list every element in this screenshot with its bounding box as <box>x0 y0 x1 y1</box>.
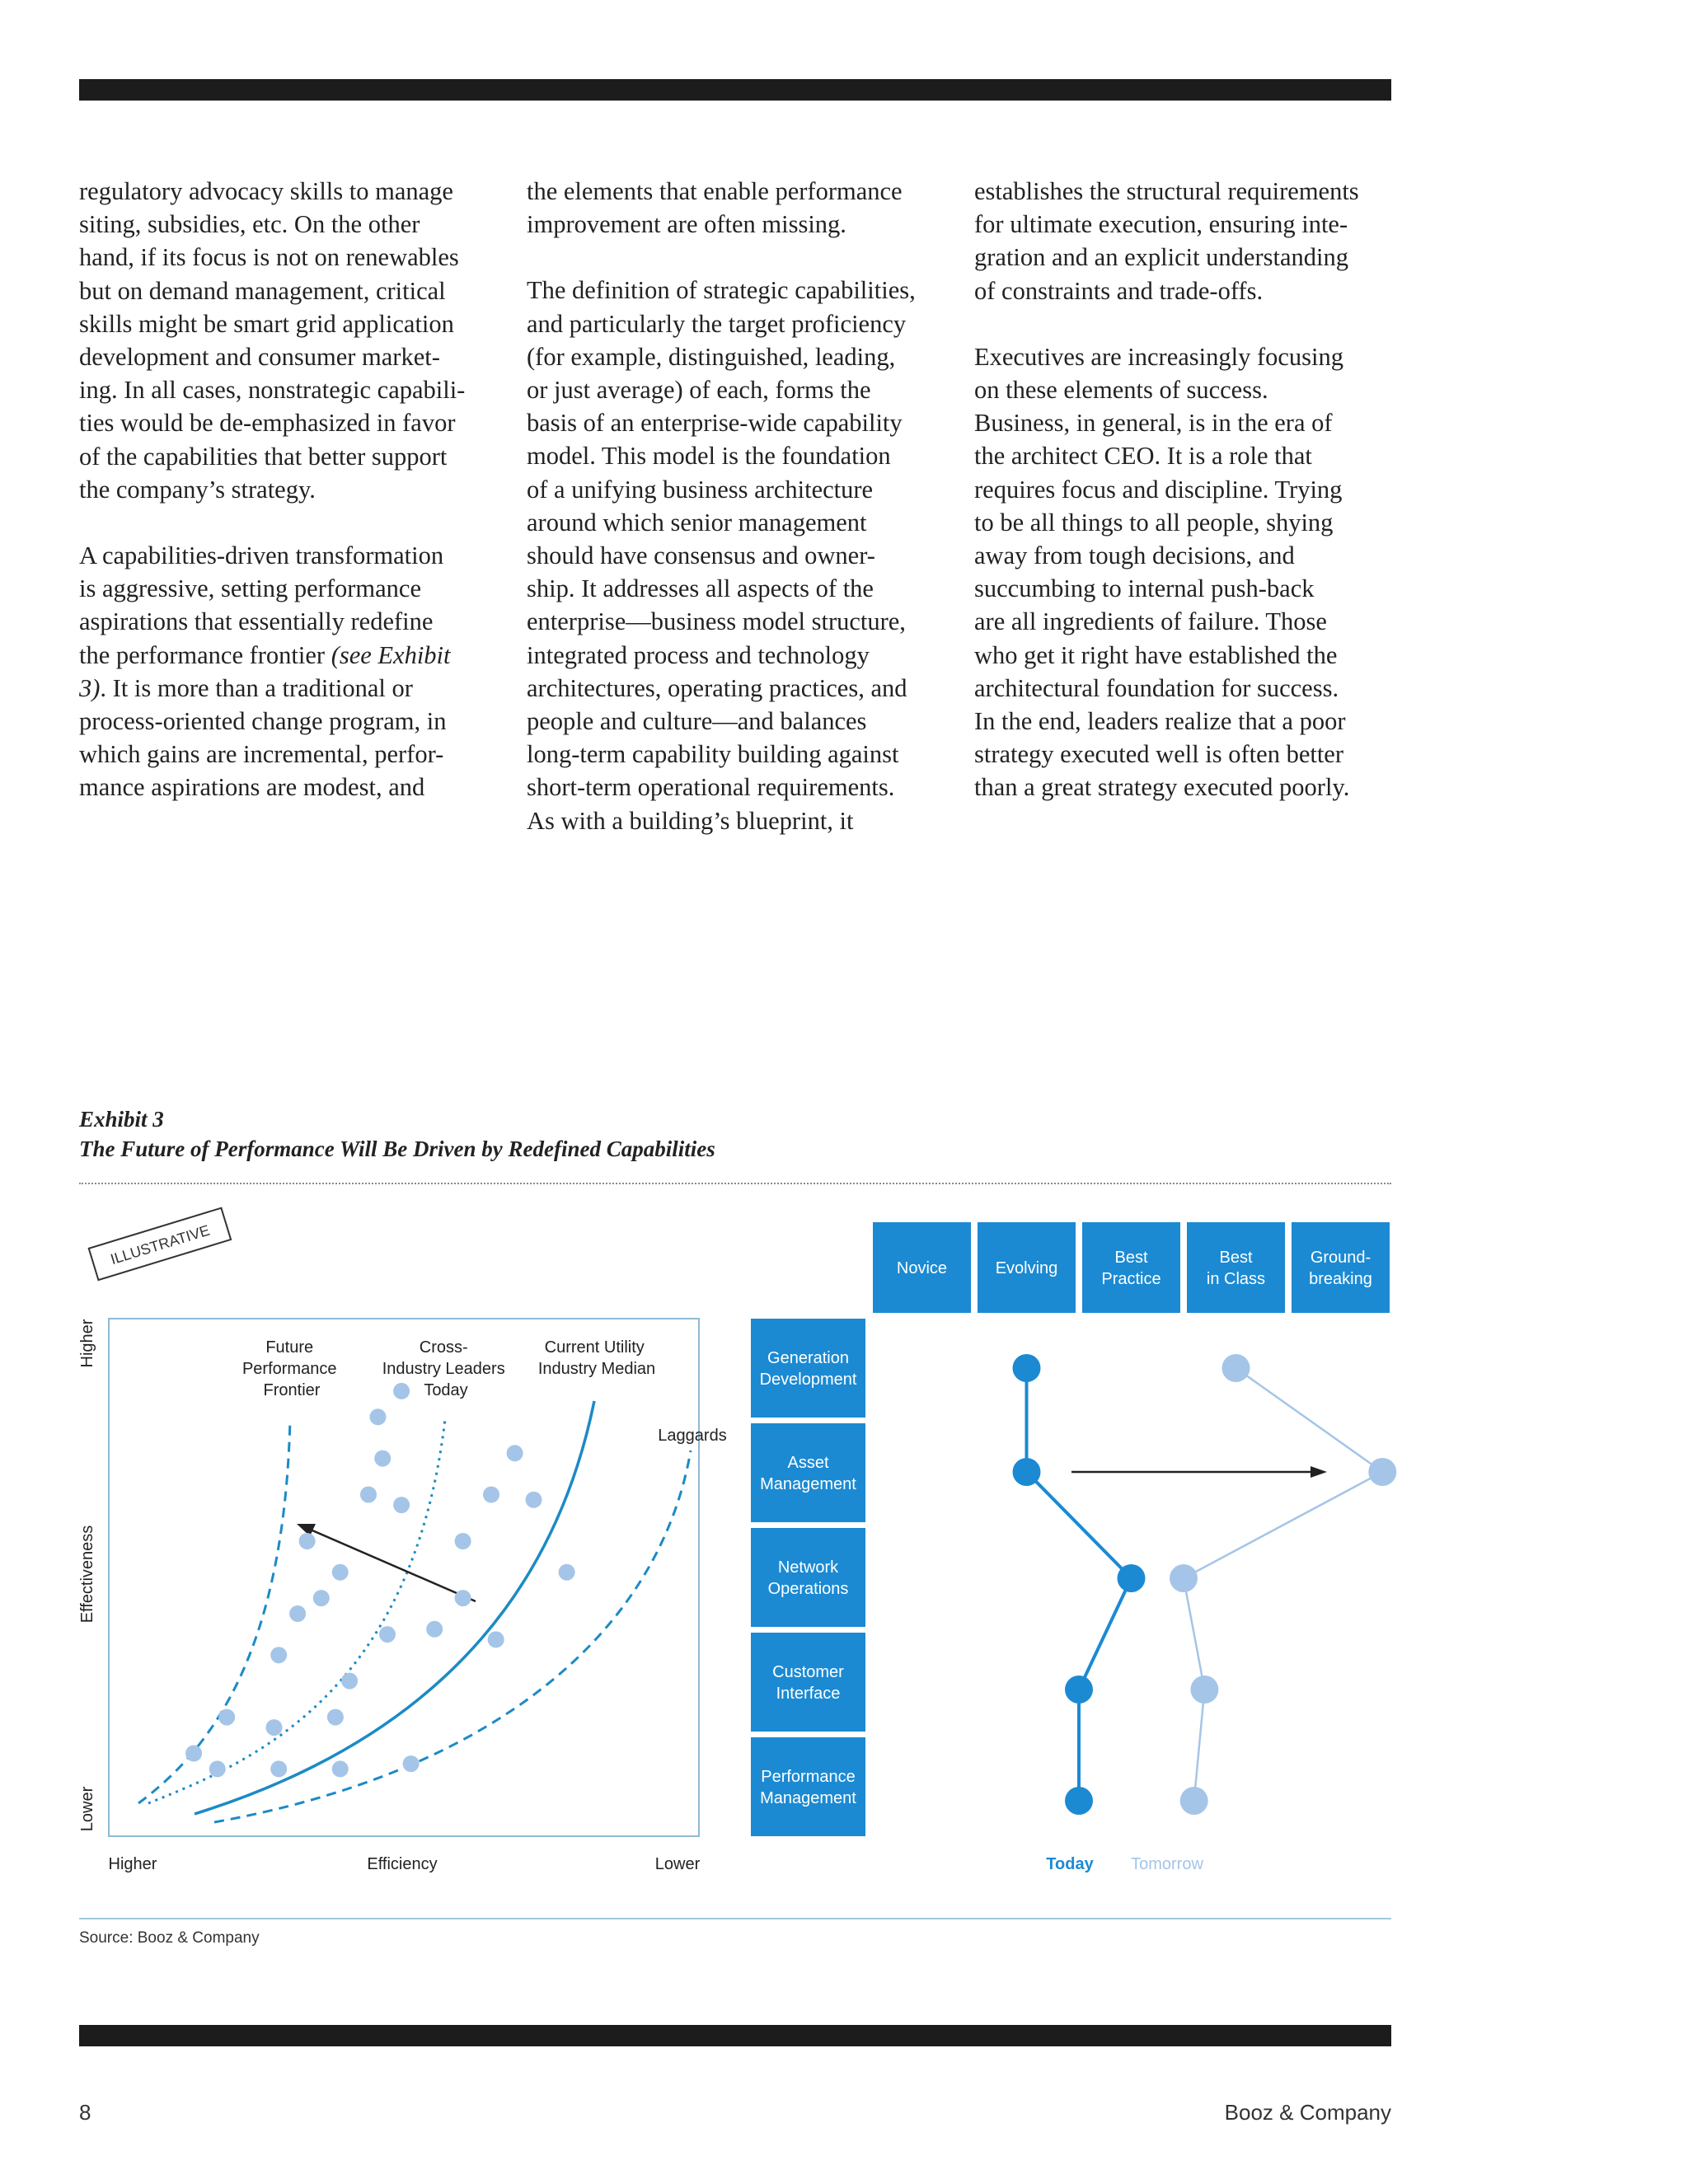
capability-header-label: Performance Management <box>760 1768 856 1807</box>
level-header <box>873 1222 971 1313</box>
capability-header-label: Generation Development <box>759 1349 857 1389</box>
page-number: 8 <box>79 2100 91 2125</box>
scatter-point <box>507 1445 523 1461</box>
paragraph: the elements that enable performance improvement are often missing. <box>527 177 903 239</box>
shift-arrow-head <box>1311 1466 1327 1478</box>
scatter-point <box>488 1631 504 1647</box>
capability-header <box>751 1633 865 1732</box>
exhibit-figure <box>0 1187 1688 1912</box>
capability-header-label: Customer Interface <box>772 1663 844 1703</box>
profile-point-tomorrow <box>1368 1458 1396 1486</box>
scatter-point <box>360 1487 377 1503</box>
y-tick-higher: Higher <box>78 1319 96 1368</box>
x-tick-lower: Lower <box>654 1855 701 1873</box>
capability-header <box>751 1737 865 1836</box>
level-header <box>1082 1222 1180 1313</box>
profile-point-tomorrow <box>1222 1354 1250 1382</box>
y-axis-label: Effectiveness <box>78 1525 96 1624</box>
scatter-point <box>327 1709 344 1726</box>
scatter-point <box>270 1760 287 1777</box>
profile-point-today <box>1013 1354 1041 1382</box>
capability-row-headers <box>751 1319 865 1836</box>
improvement-arrow-line <box>307 1528 476 1601</box>
capability-header <box>751 1423 865 1522</box>
level-header-label: Best Practice <box>1101 1249 1161 1288</box>
brand-name: Booz & Company <box>1224 2100 1391 2125</box>
label-laggards: Laggards <box>658 1427 727 1445</box>
scatter-point <box>426 1621 443 1638</box>
source-divider <box>79 1918 1391 1919</box>
scatter-point <box>218 1709 235 1726</box>
capability-profiles <box>1013 1354 1397 1815</box>
level-header <box>1292 1222 1390 1313</box>
profile-point-today <box>1065 1787 1093 1815</box>
footer-bar <box>79 2025 1391 2046</box>
scatter-point <box>403 1755 420 1772</box>
scatter-point <box>270 1647 287 1663</box>
source-note: Source: Booz & Company <box>79 1929 260 1947</box>
profile-point-today <box>1118 1564 1146 1592</box>
capability-header-label: Network Operations <box>767 1558 849 1598</box>
scatter-point <box>393 1383 410 1399</box>
x-axis-label: Efficiency <box>367 1855 438 1873</box>
header-bar <box>79 79 1391 101</box>
scatter-point <box>341 1673 358 1690</box>
exhibit-label: Exhibit 3 <box>79 1107 164 1132</box>
y-tick-lower: Lower <box>78 1786 96 1832</box>
label-future-frontier: Future Performance Frontier <box>241 1338 337 1399</box>
text-column-1 <box>79 175 524 837</box>
profile-point-today <box>1065 1675 1093 1704</box>
x-tick-higher: Higher <box>108 1855 157 1873</box>
scatter-point <box>393 1497 410 1513</box>
scatter-point <box>266 1719 283 1736</box>
text-column-2 <box>527 175 972 870</box>
scatter-point <box>313 1590 330 1606</box>
scatter-point <box>455 1533 471 1549</box>
level-header-label: Ground-breaking <box>1309 1249 1372 1288</box>
capability-header <box>751 1528 865 1627</box>
illustrative-stamp-label: ILLUSTRATIVE <box>108 1221 212 1268</box>
exhibit-title: The Future of Performance Will Be Driven by Redefined Capabilities <box>79 1137 715 1161</box>
paragraph: The definition of strategic capabilities, and particularly the target proficiency (for example, distinguished, leading, or just average) of each, forms the basis of an enterprise-wide capability model. This model is the foundation of a unifying business architecture around which senior management should have consensus and owner- ship. It addresses all aspects of the enterprise—business model structure, integrated process and technology architectures, operating practices, and people and culture—and balances long-term capability building against short-term operational requirements. As with a building’s blueprint, it <box>527 276 916 835</box>
paragraph: establishes the structural requirements for ultimate execution, ensuring inte- gration and an explicit understanding of constraints and trade-offs. <box>974 177 1359 305</box>
capability-header <box>751 1319 865 1418</box>
paragraph: A capabilities-driven transformation is aggressive, setting performance aspirations that essentially redefine the performance frontier (see Exhibit 3). It is more than a traditional or process-oriented change program, in which gains are incremental, perfor- mance aspirations are modest, and <box>79 541 451 802</box>
proficiency-level-headers <box>873 1222 1390 1313</box>
profile-point-today <box>1013 1458 1041 1486</box>
level-header-label: Novice <box>896 1259 948 1277</box>
profile-point-tomorrow <box>1170 1564 1198 1592</box>
scatter-point <box>299 1533 316 1549</box>
text-column-3 <box>974 175 1419 837</box>
scatter-point <box>370 1408 387 1425</box>
profile-point-tomorrow <box>1180 1787 1208 1815</box>
scatter-point <box>332 1564 349 1581</box>
paragraph: regulatory advocacy skills to manage siting, subsidies, etc. On the other hand, if its focus is not on renewables but on demand management, critical skills might be smart grid application development and consumer market- ing. In all cases, nonstrategic capabili- ties would be de-emphasized in favor of the capabilities that better support the company’s strategy. <box>79 177 466 504</box>
scatter-point <box>526 1492 542 1508</box>
scatter-point <box>185 1746 202 1762</box>
legend-today: Today <box>1046 1855 1094 1873</box>
scatter-points <box>185 1383 574 1777</box>
scatter-point <box>379 1626 396 1643</box>
scatter-point <box>209 1760 226 1777</box>
scatter-point <box>559 1564 575 1581</box>
profile-line-tomorrow <box>1184 1368 1382 1801</box>
illustrative-stamp <box>89 1208 231 1280</box>
level-header <box>978 1222 1076 1313</box>
level-header-label: Best in Class <box>1206 1249 1266 1288</box>
legend-tomorrow: Tomorrow <box>1131 1855 1203 1873</box>
paragraph: Executives are increasingly focusing on these elements of success. Business, in general, is in the era of the architect CEO. It is a role that requires focus and discipline. Trying to be all things to all people, shying away from tough decisions, and succumbing to internal push-back are all ingredients of failure. Those who get it right have established the architectural foundation for success. In the end, leaders realize that a poor strategy executed well is often better than a great strategy executed poorly. <box>974 342 1350 802</box>
capability-header-label: Asset Management <box>760 1454 856 1493</box>
scatter-point <box>374 1451 391 1467</box>
exhibit-divider <box>79 1183 1391 1184</box>
scatter-point <box>332 1760 349 1777</box>
scatter-point <box>483 1487 499 1503</box>
profile-point-tomorrow <box>1190 1675 1218 1704</box>
curve-industry-median <box>195 1401 594 1814</box>
scatter-point <box>289 1605 306 1622</box>
curve-future-frontier <box>138 1419 290 1803</box>
label-cross-industry-leaders: Cross- Industry Leaders Today <box>382 1338 505 1399</box>
level-header-label: Evolving <box>995 1259 1058 1277</box>
level-header <box>1187 1222 1285 1313</box>
label-industry-median: Current Utility Industry Median <box>537 1338 656 1378</box>
scatter-point <box>455 1590 471 1606</box>
profile-line-today <box>1027 1368 1132 1801</box>
